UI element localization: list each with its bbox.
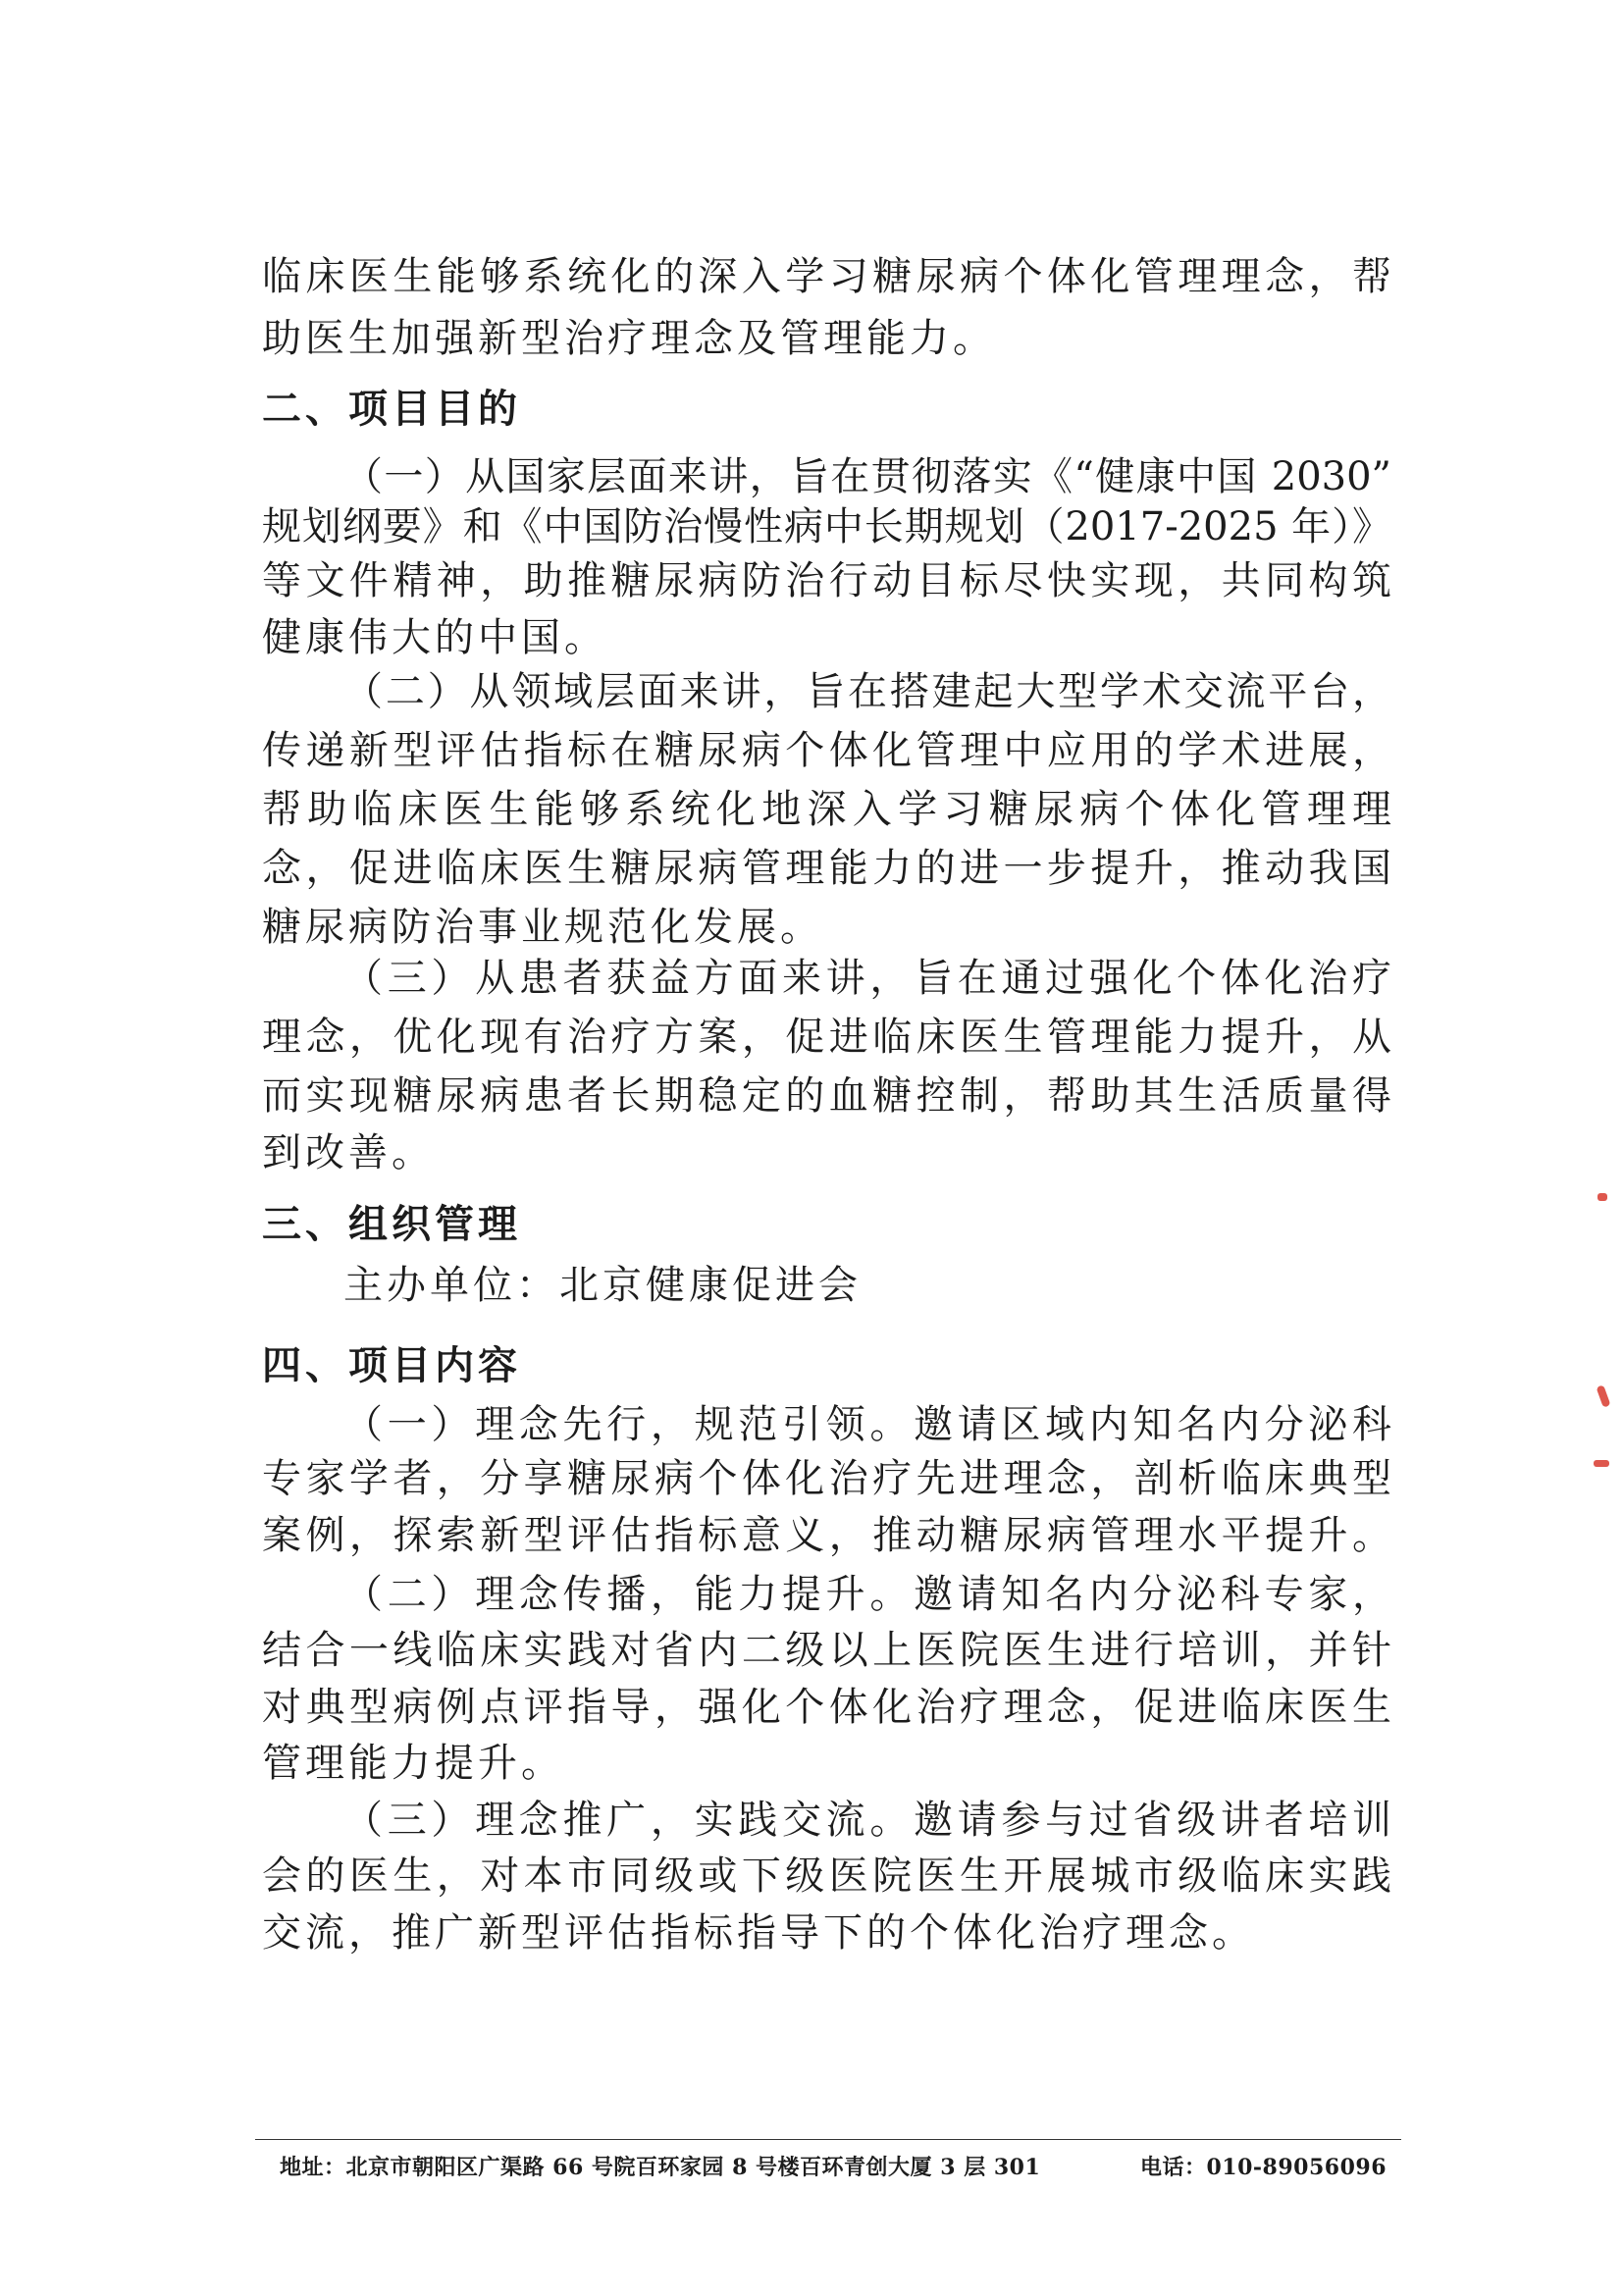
body-line: 主办单位：北京健康促进会 — [343, 1263, 862, 1308]
seal-edge-mark — [1596, 1384, 1610, 1407]
body-line: 而实现糖尿病患者长期稳定的血糖控制，帮助其生活质量得 — [262, 1073, 1391, 1119]
body-line: （一）从国家层面来讲，旨在贯彻落实《“健康中国 2030” — [343, 454, 1391, 499]
body-line: （三）理念推广，实践交流。邀请参与过省级讲者培训 — [343, 1798, 1391, 1843]
body-line: （三）从患者获益方面来讲，旨在通过强化个体化治疗 — [343, 956, 1391, 1001]
body-line: 念，促进临床医生糖尿病管理能力的进一步提升，推动我国 — [262, 846, 1391, 891]
body-line: 临床医生能够系统化的深入学习糖尿病个体化管理理念，帮 — [262, 254, 1391, 299]
body-line: 结合一线临床实践对省内二级以上医院医生进行培训，并针 — [262, 1628, 1391, 1673]
footer-address: 地址：北京市朝阳区广渠路 66 号院百环家园 8 号楼百环青创大厦 3 层 301 — [280, 2155, 1041, 2180]
body-line: 糖尿病防治事业规范化发展。 — [262, 905, 823, 950]
body-line: 助医生加强新型治疗理念及管理能力。 — [262, 316, 996, 361]
body-line: 会的医生，对本市同级或下级医院医生开展城市级临床实践 — [262, 1853, 1391, 1899]
body-line: 理念，优化现有治疗方案，促进临床医生管理能力提升，从 — [262, 1015, 1391, 1060]
body-line: （一）理念先行，规范引领。邀请区域内知名内分泌科 — [343, 1402, 1391, 1447]
body-line: 案例，探索新型评估指标意义，推动糖尿病管理水平提升。 — [262, 1513, 1391, 1558]
body-line: （二）理念传播，能力提升。邀请知名内分泌科专家， — [343, 1572, 1391, 1617]
footer-phone: 电话：010-89056096 — [1140, 2155, 1387, 2180]
body-line: 规划纲要》和《中国防治慢性病中长期规划（2017-2025 年）》 — [262, 504, 1391, 549]
body-line: 帮助临床医生能够系统化地深入学习糖尿病个体化管理理 — [262, 787, 1391, 832]
section-heading: 三、组织管理 — [262, 1201, 521, 1247]
body-line: 管理能力提升。 — [262, 1741, 564, 1786]
section-heading: 四、项目内容 — [262, 1342, 521, 1388]
body-line: 专家学者，分享糖尿病个体化治疗先进理念，剖析临床典型 — [262, 1456, 1391, 1501]
body-line: （二）从领域层面来讲，旨在搭建起大型学术交流平台， — [343, 669, 1391, 714]
seal-edge-mark — [1597, 1193, 1607, 1201]
seal-edge-mark — [1594, 1460, 1609, 1467]
body-line: 等文件精神，助推糖尿病防治行动目标尽快实现，共同构筑 — [262, 558, 1391, 603]
body-line: 交流，推广新型评估指标指导下的个体化治疗理念。 — [262, 1910, 1255, 1956]
body-line: 传递新型评估指标在糖尿病个体化管理中应用的学术进展， — [262, 728, 1391, 773]
body-line: 健康伟大的中国。 — [262, 615, 607, 660]
body-line: 对典型病例点评指导，强化个体化治疗理念，促进临床医生 — [262, 1685, 1391, 1730]
body-line: 到改善。 — [262, 1130, 435, 1175]
footer-divider — [255, 2139, 1401, 2140]
section-heading: 二、项目目的 — [262, 386, 521, 432]
